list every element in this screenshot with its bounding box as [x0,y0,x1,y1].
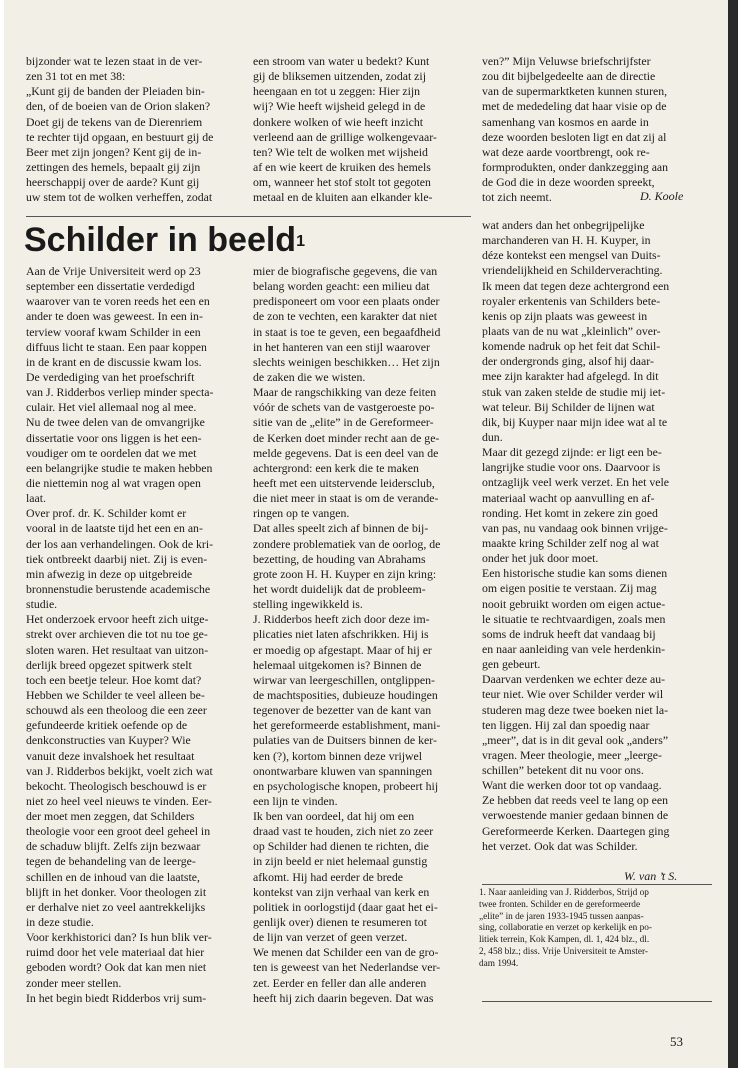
text-line: samenhang van kosmos en aarde in [482,114,649,129]
text-line: In het begin biedt Ridderbos vrij sum- [26,990,207,1005]
text-line: politiek in oorlogstijd (daar gaat het ei- [253,899,438,914]
text-line: een lijn te vinden. [253,793,338,808]
text-line: formprodukten, onder dankzegging aan [482,159,669,174]
text-line: We menen dat Schilder een van de gro- [253,945,439,960]
text-line: wat teleur. Bij Schilder de lijnen wat [482,399,655,414]
author-signature: W. van ’t S. [624,869,678,883]
text-line: af en wie keert de kruiken des hemels [253,159,431,174]
text-line: die niettemin nog al wat vragen open [26,475,201,490]
text-line: zonder meer stellen. [26,975,122,990]
text-line: toch een beetje teleur. Hoe komt dat? [26,672,202,687]
text-line: nooit gebruikt worden om eigen actue- [482,596,666,611]
text-line: „Kunt gij de banden der Pleiaden bin- [26,84,205,99]
text-line: Nu de twee delen van de omvangrijke [26,415,205,430]
text-line: afkomt. Hij had eerder de brede [253,869,404,884]
text-line: ten? Wie telt de wolken met wijsheid [253,144,428,159]
text-line: vragen. Meer theologie, meer „leerge- [482,747,662,762]
text-line: de machtsposities, dubieuze houdingen [253,687,438,702]
text-line: „elite” in de jaren 1933-1945 tussen aanpas- [479,911,644,922]
text-line: grote zoon H. H. Kuyper en zijn kring: [253,566,437,581]
text-line: helemaal uitgekomen is? Binnen de [253,657,422,672]
text-line: plaats van de nu wat „kleinlich” over- [482,323,661,338]
text-line: laat. [26,491,46,506]
text-line: dun. [482,429,503,444]
text-line: achtergrond: een kerk die te maken [253,460,419,475]
text-line: heengaan en tot u zeggen: Hier zijn [253,84,421,99]
text-line: 2, 458 blz.; diss. Vrije Universiteit te Amster- [479,946,648,957]
text-line: studie. [26,597,58,612]
text-line: strekt over archieven die tot nu toe ge- [26,627,208,642]
text-line: Beer met zijn jongen? Kent gij de in- [26,144,202,159]
text-line: van de supermarktketen kunnen sturen, [482,84,668,99]
text-line: om, wanneer het stof stolt tot gegoten [253,175,431,190]
article-column-3 [482,218,714,854]
text-line: het verzet. Ook dat was Schilder. [482,838,638,853]
text-line: wirwar van leergeschillen, ontglippen- [253,672,435,687]
text-line: ven?” Mijn Veluwse briefschrijfster [482,54,651,68]
text-line: de schaduw blijft. Zelfs zijn bezwaar [26,839,201,854]
text-line: zondere problematiek van de oorlog, de [253,536,441,551]
text-line: Het onderzoek ervoor heeft zich uitge- [26,612,209,627]
text-line: bronnenstudie berustende academische [26,581,211,596]
text-line: den, of de boeien van de Orion slaken? [26,99,211,114]
text-line: vóór de schets van de vastgeroeste po- [253,400,435,415]
text-line: in staat is toe te geven, een begaafdheid [253,324,441,339]
text-line: waarover van te voren reeds het een en [26,294,210,309]
text-line: bekocht. Theologisch beschouwd is er [26,778,207,793]
text-line: gij de bliksemen uitzenden, zodat zij [253,69,426,84]
text-line: heeft hij zich daarin begeven. Dat was [253,990,434,1005]
text-line: vriendelijkheid en Schilderverachting. [482,263,663,278]
text-line: min afwezig in deze op uitgebreide [26,566,193,581]
text-line: te rechter tijd opgaan, en bestuurt gij de [26,129,214,144]
text-line: marchanderen van H. H. Kuyper, in [482,233,651,248]
text-line: pulaties van de Duitsers binnen de ker- [253,733,437,748]
text-line: Een historische studie kan soms dienen [482,566,668,581]
text-line: 1. Naar aanleiding van J. Ridderbos, Strijd op [479,888,649,898]
text-line: Over prof. dr. K. Schilder komt er [26,506,187,521]
article-title-text: Schilder in beeld [24,221,297,259]
text-line: ringen op te vangen. [253,506,350,521]
text-line: ander te doen was geweest. In een in- [26,309,203,324]
text-line: royaler erkentenis van Schilders bete- [482,293,661,308]
koole-signature: D. Koole [640,189,684,203]
text-line: litiek terrein, Kok Kampen, dl. 1, 424 blz., dl. [479,935,650,946]
text-line: sing, collaboratie en verzet op kerkelijk en po- [479,923,652,934]
top-column-2 [253,54,471,205]
text-line: en naar aanleiding van vele herdenkin- [482,641,666,656]
text-line: der ondergronds ging, alsof hij daar- [482,354,654,369]
text-line: de Kerken doet minder recht aan de ge- [253,430,440,445]
text-line: soms de indruk heeft dat vandaag bij [482,626,656,641]
text-line: onder het juk door moet. [482,551,599,566]
text-line: culair. Het viel allemaal nog al mee. [26,400,197,415]
text-line: Aan de Vrije Universiteit werd op 23 [26,264,201,278]
text-line: er derhalve niet zo veel aantrekkelijks [26,899,206,914]
text-line: schillen” betekent dit nu voor ons. [482,763,644,778]
text-line: de zaken die we wisten. [253,369,366,384]
text-line: Ik ben van oordeel, dat hij om een [253,809,415,824]
text-line: van J. Ridderbos bekijkt, voelt zich wat [26,763,213,778]
text-line: in zijn beeld er niet helemaal gunstig [253,854,428,869]
text-line: stuk van zaken stelde de studie mij iet- [482,384,666,399]
text-line: J. Ridderbos heeft zich door deze im- [253,612,430,627]
text-line: in deze studie. [26,915,94,930]
text-line: wat anders dan het onbegrijpelijke [482,218,645,232]
text-line: ten is geweest van het Nederlandse ver- [253,960,441,975]
text-line: van pas, nu vandaag ook binnen vrijge- [482,520,668,535]
text-line: zet. Eerder en feller dan alle anderen [253,975,427,990]
text-line: De verdediging van het proefschrift [26,369,195,384]
text-line: mier de biografische gegevens, die van [253,264,438,278]
text-line: het gereformeerde establishment, mani- [253,718,441,733]
text-line: en psychologische knopen, probeert hij [253,778,439,793]
title-footnote-mark: 1 [296,233,305,250]
text-line: sitie van de „elite” in de Gereformeer- [253,415,434,430]
text-line: tiek ontbreekt daarbij niet. Zij is even- [26,551,208,566]
footnote [479,888,714,971]
text-line: genlijk over) dienen te resumeren tot [253,915,427,930]
text-line: metaal en de kluiten aan elkander kle- [253,190,433,205]
text-line: der los aan verhandelingen. Ook de kri- [26,536,214,551]
top-divider [26,216,471,217]
text-line: twee fronten. Schilder en de gereformeerde [479,899,641,910]
text-line: voudiger om te oordelen dat we met [26,445,197,460]
top-column-3 [482,54,714,205]
text-line: dam 1994. [479,958,519,969]
text-line: ontzaglijk veel werk verzet. En het vele [482,475,670,490]
text-line: theologie voor een groot deel geheel in [26,824,211,839]
text-line: Want die werken door tot op vandaag. [482,778,662,793]
text-line: Maar dit gezegd zijnde: er ligt een be- [482,445,662,460]
text-line: de zon te vechten, een karakter dat niet [253,309,438,324]
text-line: deze woorden besloten ligt en dat zij al [482,129,667,144]
text-line: september een dissertatie verdedigd [26,279,195,294]
text-line: gen gebeurt. [482,657,541,672]
text-line: Gereformeerde Kerken. Daartegen ging [482,823,670,838]
text-line: der moet men zeggen, dat Schilders [26,809,195,824]
text-line: melde gegevens. Dat is een deel van de [253,445,439,460]
text-line: le situatie te rechtvaardigen, zoals men [482,611,666,626]
text-line: een stroom van water u bedekt? Kunt [253,54,430,68]
text-line: wij? Wie heeft wijsheid gelegd in de [253,99,426,114]
text-line: ruimd door het vele materiaal dat hier [26,945,205,960]
text-line: draad vast te houden, zich niet zo zeer [253,824,434,839]
text-line: déze kontekst een mengsel van Duits- [482,248,661,263]
text-line: tegen de behandeling van de leerge- [26,854,196,869]
text-line: verwoestende manier gedaan binnen de [482,808,669,823]
text-line: denkconstructies van Kuyper? Wie [26,733,191,748]
text-line: Maar de rangschikking van deze feiten [253,385,437,400]
text-line: die niet meer in staat is om de verande- [253,491,439,506]
text-line: om eigen positie te verstaan. Zij mag [482,581,657,596]
text-line: Dat alles speelt zich af binnen de bij- [253,521,429,536]
text-line: Voor kerkhistorici dan? Is hun blik ver- [26,930,212,945]
text-line: ronding. Het komt in zekere zin goed [482,505,658,520]
text-line: plicaties niet laten afschrikken. Hij is [253,627,429,642]
text-line: stelling ingewikkeld is. [253,597,363,612]
text-line: uw stem tot de wolken verheffen, zodat [26,190,213,205]
text-line: de lijn van verzet of geen verzet. [253,930,408,945]
text-line: Ze hebben dat reeds veel te lang op een [482,793,669,808]
text-line: zou dit bijbelgedeelte aan de directie [482,69,656,84]
text-line: teur niet. Wie over Schilder verder wil [482,687,664,702]
text-line: slechts weinigen beschikken… Het zijn [253,354,440,369]
text-line: langrijke studie voor ons. Daarvoor is [482,460,661,475]
top-column-1 [26,54,240,205]
text-line: derlijk breed opgezet spitwerk stelt [26,657,192,672]
text-line: de God die in deze woorden spreekt, [482,175,655,190]
text-line: van J. Ridderbos verliep minder specta- [26,385,214,400]
article-column-2 [253,264,471,1006]
text-line: zettingen des hemels, bepaalt gij zijn [26,159,201,174]
text-line: bijzonder wat te lezen staat in de ver- [26,54,203,68]
text-line: Daarvan verdenken we echter deze au- [482,672,666,687]
text-line: ten liggen. Hij zal dan spoedig naar [482,717,650,732]
text-line: in de krant en de discussie kwam los. [26,354,202,369]
text-line: onontwarbare kluwen van spanningen [253,763,433,778]
text-line: met de mededeling dat haar visie op de [482,99,667,114]
text-line: tot zich neemt. [482,190,552,205]
text-line: bezetting, de houding van Abrahams [253,551,426,566]
text-line: vanuit deze invalshoek het resultaat [26,748,195,763]
text-line: geboden wordt? Ook dat kan men niet [26,960,207,975]
text-line: terview vooraf kwam Schilder in een [26,324,201,339]
text-line: „meer”, dat is in dit geval ook „anders” [482,732,669,747]
text-line: studeren mag deze twee boeken niet la- [482,702,669,717]
page-number: 53 [670,1034,683,1049]
text-line: kontekst van zijn verhaal van kerk en [253,884,430,899]
bottom-rule [482,1001,712,1002]
text-line: maakte kring Schilder zelf nog al wat [482,535,659,550]
text-line: mee zijn karakter had afgelegd. In dit [482,369,659,384]
text-line: komende nadruk op het feit dat Schil- [482,339,661,354]
text-line: belang worden geacht: een milieu dat [253,279,430,294]
text-line: schillen en de inhoud van die laatste, [26,869,200,884]
magazine-page [4,0,728,1068]
text-line: materiaal wacht op aanvulling en af- [482,490,655,505]
text-line: wat deze aarde voortbrengt, ook re- [482,144,650,159]
text-line: sloten waren. Het resultaat van uitzon- [26,642,209,657]
text-line: tegenover de bezetter van de kant van [253,703,432,718]
text-line: vooral in de laatste tijd het een en an- [26,521,203,536]
article-column-1 [26,264,244,1006]
text-line: predisponeert om voor een plaats onder [253,294,440,309]
text-line: ken (?), kortom binnen deze vrijwel [253,748,423,763]
text-line: in het hanteren van een stijl waarover [253,339,430,354]
text-line: zen 31 tot en met 38: [26,69,126,84]
text-line: verleend aan de grillige wolkengevaar- [253,129,437,144]
article-title [24,220,474,260]
text-line: er moedig op afgestapt. Maar of hij er [253,642,432,657]
text-line: heerschappij over de aarde? Kunt gij [26,175,200,190]
text-line: donkere wolken of wie heeft inzicht [253,114,424,129]
text-line: het wordt duidelijk dat de probleem- [253,581,426,596]
text-line: op Schilder had dienen te richten, die [253,839,429,854]
text-line: Doet gij de tekens van de Dierenriem [26,114,203,129]
text-line: gefundeerde kritiek oefende op de [26,718,188,733]
text-line: niet zo heel veel nieuws te vinden. Eer- [26,793,212,808]
text-line: een belangrijke studie te maken hebben [26,460,213,475]
footnote-divider [482,884,712,885]
text-line: diffuus licht te staan. Een paar koppen [26,339,207,354]
text-line: blijft in het donker. Voor theologen zit [26,884,207,899]
text-line: schouwd als een theoloog die een zeer [26,703,207,718]
text-line: heeft met een uitstervende leidersclub, [253,475,435,490]
text-line: dik, bij Kuyper naar mijn idee wat al te [482,414,668,429]
page-spine [728,0,738,1068]
text-line: Hebben we Schilder te veel alleen be- [26,687,205,702]
text-line: dissertatie voor ons liggen is het een- [26,430,202,445]
text-line: kenis op zijn plaats was geweest in [482,308,648,323]
text-line: Ik meen dat tegen deze achtergrond een [482,278,670,293]
